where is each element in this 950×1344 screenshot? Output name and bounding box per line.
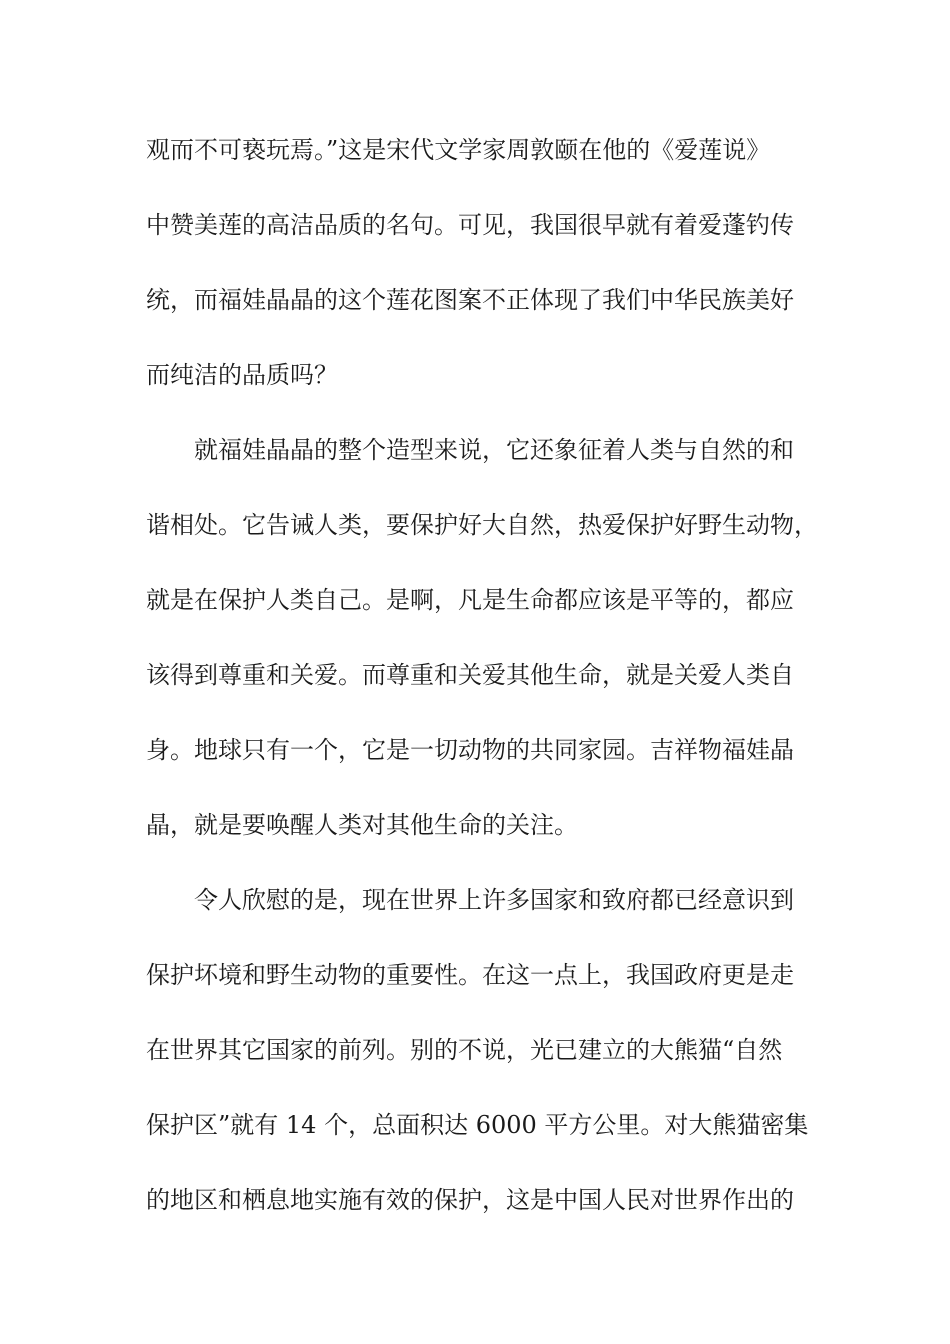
text-line: 保护区”就有 14 个，总面积达 6000 平方公里。对大熊猫密集 (146, 1111, 809, 1139)
text-line: 保护坏境和野生动物的重要性。在这一点上，我国政府更是走 (146, 961, 794, 989)
text-line: 统，而福娃晶晶的这个莲花图案不正体现了我们中华民族美好 (146, 286, 794, 314)
text-line: 晶，就是要唤醒人类对其他生命的关注。 (146, 811, 578, 839)
text-line: 身。地球只有一个，它是一切动物的共同家园。吉祥物福娃晶 (146, 736, 794, 764)
text-line: 该得到尊重和关爱。而尊重和关爱其他生命，就是关爱人类自 (146, 661, 794, 689)
text-line: 而纯洁的品质吗？ (146, 361, 338, 389)
text-line: 就是在保护人类自己。是啊，凡是生命都应该是平等的，都应 (146, 586, 794, 614)
text-line: 中赞美莲的高洁品质的名句。可见，我国很早就有着爱蓬钓传 (146, 211, 794, 239)
text-line: 观而不可亵玩焉。”这是宋代文学家周敦颐在他的《爱莲说》 (146, 136, 771, 164)
text-line: 谐相处。它告诫人类，要保护好大自然，热爱保护好野生动物， (146, 511, 818, 539)
text-line: 的地区和栖息地实施有效的保护，这是中国人民对世界作出的 (146, 1186, 794, 1214)
paragraph-first-line: 令人欣慰的是，现在世界上许多国家和致府都已经意识到 (194, 886, 794, 914)
text-line: 在世界其它国家的前列。别的不说，光已建立的大熊猫“自然 (146, 1036, 783, 1064)
paragraph-first-line: 就福娃晶晶的整个造型来说，它还象征着人类与自然的和 (194, 436, 794, 464)
